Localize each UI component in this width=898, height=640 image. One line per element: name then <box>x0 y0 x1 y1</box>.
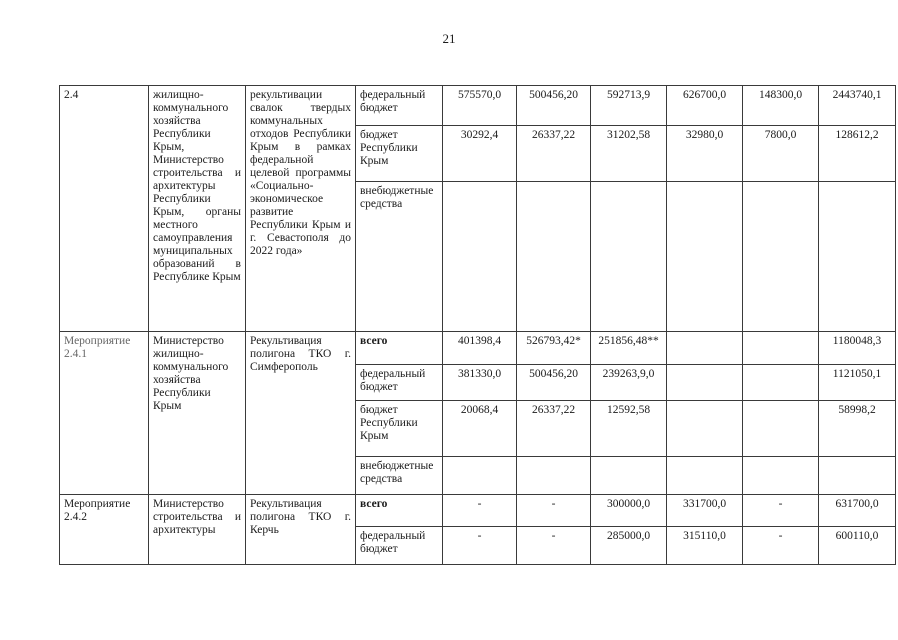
value-cell: 626700,0 <box>667 86 743 126</box>
financing-table <box>59 85 896 565</box>
source-label: всего <box>356 332 443 365</box>
value-cell: 300000,0 <box>591 495 667 527</box>
value-cell <box>517 182 591 332</box>
value-cell: - <box>443 527 517 565</box>
value-cell: 331700,0 <box>667 495 743 527</box>
value-cell <box>743 457 819 495</box>
measure-cell: рекультивации свалок твердых коммунальных отходов Республики Крым в рамках федеральной целевой программы «Социально-экономическое развитие Республики Крым и г. Севастополя до 2022 года» <box>246 86 356 332</box>
measure-id: 2.4 <box>60 86 149 332</box>
value-cell: 631700,0 <box>819 495 896 527</box>
value-cell: - <box>743 527 819 565</box>
value-cell: 1180048,3 <box>819 332 896 365</box>
value-cell: 30292,4 <box>443 126 517 182</box>
executor-cell: жилищно-коммунального хозяйства Республики Крым, Министерство строительства и архитектуры Республики Крым, органы местного самоуправления муниципальных образований в Республике Крым <box>149 86 246 332</box>
measure-id: Мероприятие 2.4.1 <box>60 332 149 495</box>
executor-cell: Министерство строительства и архитектуры <box>149 495 246 565</box>
value-cell <box>667 457 743 495</box>
value-cell: 285000,0 <box>591 527 667 565</box>
source-label: внебюджетные средства <box>356 457 443 495</box>
value-cell <box>591 457 667 495</box>
value-cell: 500456,20 <box>517 86 591 126</box>
source-label: внебюджетные средства <box>356 182 443 332</box>
value-cell: 12592,58 <box>591 401 667 457</box>
source-label: бюджет Республики Крым <box>356 401 443 457</box>
value-cell <box>667 332 743 365</box>
value-cell: 500456,20 <box>517 365 591 401</box>
source-label: всего <box>356 495 443 527</box>
value-cell: 2443740,1 <box>819 86 896 126</box>
value-cell <box>667 365 743 401</box>
value-cell <box>591 182 667 332</box>
table-row <box>60 495 896 527</box>
value-cell <box>743 401 819 457</box>
value-cell: 32980,0 <box>667 126 743 182</box>
table-row <box>60 86 896 126</box>
executor-cell: Министерство жилищно-коммунального хозяйства Республики Крым <box>149 332 246 495</box>
value-cell: 315110,0 <box>667 527 743 565</box>
value-cell: 575570,0 <box>443 86 517 126</box>
value-cell <box>667 182 743 332</box>
value-cell <box>443 182 517 332</box>
value-cell <box>819 457 896 495</box>
value-cell: - <box>743 495 819 527</box>
measure-cell: Рекультивация полигона ТКО г. Симферополь <box>246 332 356 495</box>
value-cell: 31202,58 <box>591 126 667 182</box>
value-cell <box>443 457 517 495</box>
value-cell: 7800,0 <box>743 126 819 182</box>
value-cell: - <box>517 495 591 527</box>
value-cell: 148300,0 <box>743 86 819 126</box>
value-cell <box>517 457 591 495</box>
value-cell: 526793,42* <box>517 332 591 365</box>
measure-cell: Рекультивация полигона ТКО г. Керчь <box>246 495 356 565</box>
value-cell: 401398,4 <box>443 332 517 365</box>
value-cell: 26337,22 <box>517 126 591 182</box>
value-cell <box>819 182 896 332</box>
page-number: 21 <box>442 31 456 46</box>
source-label: бюджет Республики Крым <box>356 126 443 182</box>
value-cell <box>743 365 819 401</box>
value-cell: 381330,0 <box>443 365 517 401</box>
source-label: федеральный бюджет <box>356 365 443 401</box>
value-cell: 239263,9,0 <box>591 365 667 401</box>
value-cell <box>743 332 819 365</box>
value-cell: 26337,22 <box>517 401 591 457</box>
value-cell: 58998,2 <box>819 401 896 457</box>
source-label: федеральный бюджет <box>356 527 443 565</box>
value-cell: - <box>517 527 591 565</box>
value-cell: 592713,9 <box>591 86 667 126</box>
value-cell: 600110,0 <box>819 527 896 565</box>
value-cell: 1121050,1 <box>819 365 896 401</box>
table-row <box>60 332 896 365</box>
value-cell <box>743 182 819 332</box>
source-label: федеральный бюджет <box>356 86 443 126</box>
value-cell: 20068,4 <box>443 401 517 457</box>
value-cell: - <box>443 495 517 527</box>
value-cell: 128612,2 <box>819 126 896 182</box>
measure-id: Мероприятие 2.4.2 <box>60 495 149 565</box>
value-cell: 251856,48** <box>591 332 667 365</box>
value-cell <box>667 401 743 457</box>
